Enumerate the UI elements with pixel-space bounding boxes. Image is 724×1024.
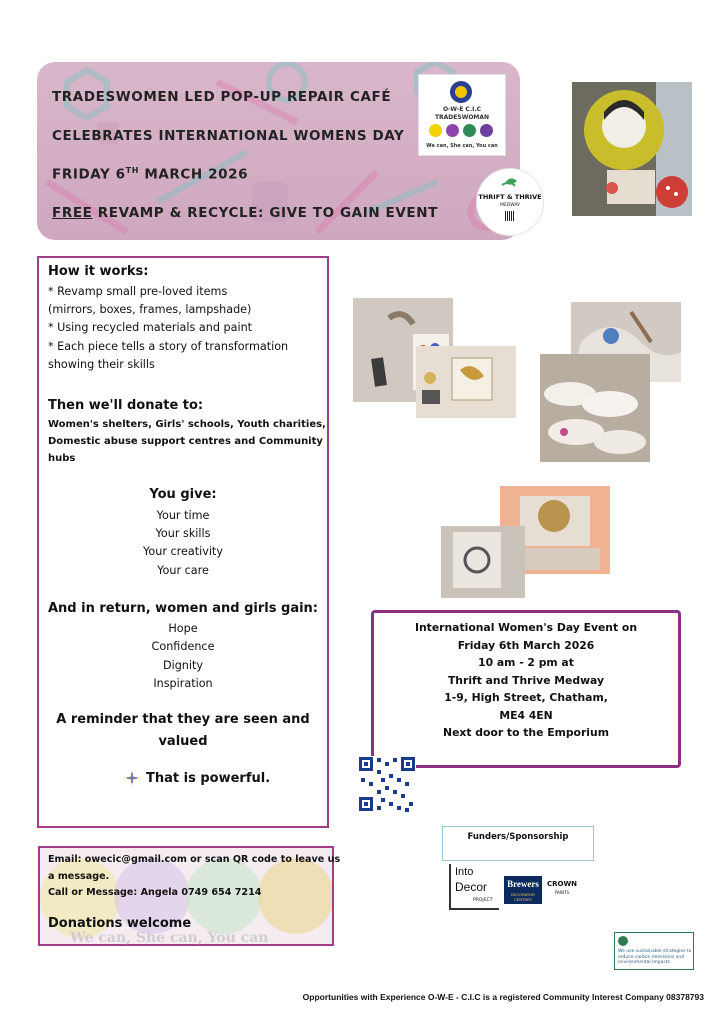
into-decor-word-decor: Decor xyxy=(455,880,488,894)
how-line-5: showing their skills xyxy=(48,358,155,371)
event-line-time: 10 am - 2 pm at xyxy=(478,656,574,669)
donate-heading: Then we'll donate to: xyxy=(48,398,204,413)
into-decor-logo xyxy=(449,864,499,910)
funders-title: Funders/Sponsorship xyxy=(467,832,569,842)
event-line-title: International Women's Day Event on xyxy=(414,621,638,634)
footer-company-text: Opportunities with Experience O-W-E - C.I.C is a registered Community Interest Company 08378793 xyxy=(302,992,704,1002)
how-line-4: * Each piece tells a story of transformation xyxy=(48,340,289,353)
brewers-name: Brewers xyxy=(507,879,539,889)
event-line-landmark: Next door to the Emporium xyxy=(443,726,609,739)
thrift-name: THRIFT & THRIVE xyxy=(478,193,542,201)
how-it-works-heading: How it works: xyxy=(48,264,149,279)
crown-paints-logo xyxy=(546,878,578,900)
globe-icon xyxy=(618,936,628,946)
donate-line-3: hubs xyxy=(48,453,76,464)
how-line-3: * Using recycled materials and paint xyxy=(48,321,253,334)
sparkle-icon xyxy=(124,770,140,786)
how-line-2: (mirrors, boxes, frames, lampshade) xyxy=(48,303,252,316)
sustainability-text: We use sustainable strategies to reduce carbon emissions and environmental impacts xyxy=(618,949,692,965)
into-decor-word-into: Into xyxy=(455,866,474,878)
contact-call-line: Call or Message: Angela 0749 654 7214 xyxy=(48,887,262,898)
header-line-date: FRIDAY 6TH MARCH 2026 xyxy=(52,166,249,183)
gain-item-confidence: Confidence xyxy=(151,640,215,653)
event-line-postcode: ME4 4EN xyxy=(499,708,553,722)
gain-item-inspiration: Inspiration xyxy=(153,677,213,690)
you-give-heading: You give: xyxy=(149,487,217,502)
owe-cic-logo: O-W-E C.I.C TRADESWOMAN We can, She can, You can xyxy=(418,74,506,156)
thrift-sub: MEDWAY xyxy=(500,203,520,208)
crown-name: CROWN xyxy=(546,880,578,888)
header-line-repair-cafe: TRADESWOMEN LED POP-UP REPAIR CAFÉ xyxy=(52,89,392,105)
funders-box xyxy=(442,826,594,861)
reminder-line-2: valued xyxy=(158,734,208,749)
donations-welcome: Donations welcome xyxy=(48,916,192,931)
brewers-sub: DECORATOR CENTRES xyxy=(511,892,535,902)
give-item-time: Your time xyxy=(156,509,210,522)
leaf-icon xyxy=(477,169,543,235)
reminder-line-1: A reminder that they are seen and xyxy=(56,712,310,727)
into-decor-word-project: PROJECT xyxy=(473,898,493,903)
event-line-date: Friday 6th March 2026 xyxy=(457,638,595,652)
photo-painted-shoes xyxy=(540,354,650,462)
give-item-creativity: Your creativity xyxy=(143,545,223,558)
header-line-womens-day: CELEBRATES INTERNATIONAL WOMENS DAY xyxy=(52,128,405,144)
thrift-and-thrive-logo xyxy=(476,168,544,236)
photo-painted-box xyxy=(416,346,516,418)
gain-item-dignity: Dignity xyxy=(162,659,204,672)
donate-line-1: Women's shelters, Girls' schools, Youth charities, xyxy=(48,419,326,430)
photo-painted-portrait xyxy=(572,82,692,216)
donate-line-2: Domestic abuse support centres and Community xyxy=(48,436,323,447)
powerful-text: That is powerful. xyxy=(146,771,271,786)
contact-email-line-2: a message. xyxy=(48,871,110,882)
contact-tagline: We can, She can, You can xyxy=(70,930,269,946)
thrift-qr-icon xyxy=(505,211,515,221)
how-line-1: * Revamp small pre-loved items xyxy=(48,285,228,298)
contact-email-line-1: Email: owecic@gmail.com or scan QR code to leave us xyxy=(48,854,341,865)
give-item-skills: Your skills xyxy=(155,527,211,540)
gain-heading: And in return, women and girls gain: xyxy=(47,601,319,616)
event-line-address: 1-9, High Street, Chatham, xyxy=(444,691,608,704)
event-line-venue: Thrift and Thrive Medway xyxy=(447,673,605,687)
photo-stencil-box xyxy=(441,526,525,598)
event-details-box xyxy=(371,610,681,768)
sustainability-badge xyxy=(614,932,694,970)
qr-code[interactable] xyxy=(358,756,416,812)
gain-item-hope: Hope xyxy=(168,622,198,635)
crown-sub: PAINTS xyxy=(554,890,570,895)
header-line-free-event: FREE REVAMP & RECYCLE: GIVE TO GAIN EVENT xyxy=(52,205,438,221)
give-item-care: Your care xyxy=(157,564,209,577)
brewers-logo xyxy=(504,876,542,904)
